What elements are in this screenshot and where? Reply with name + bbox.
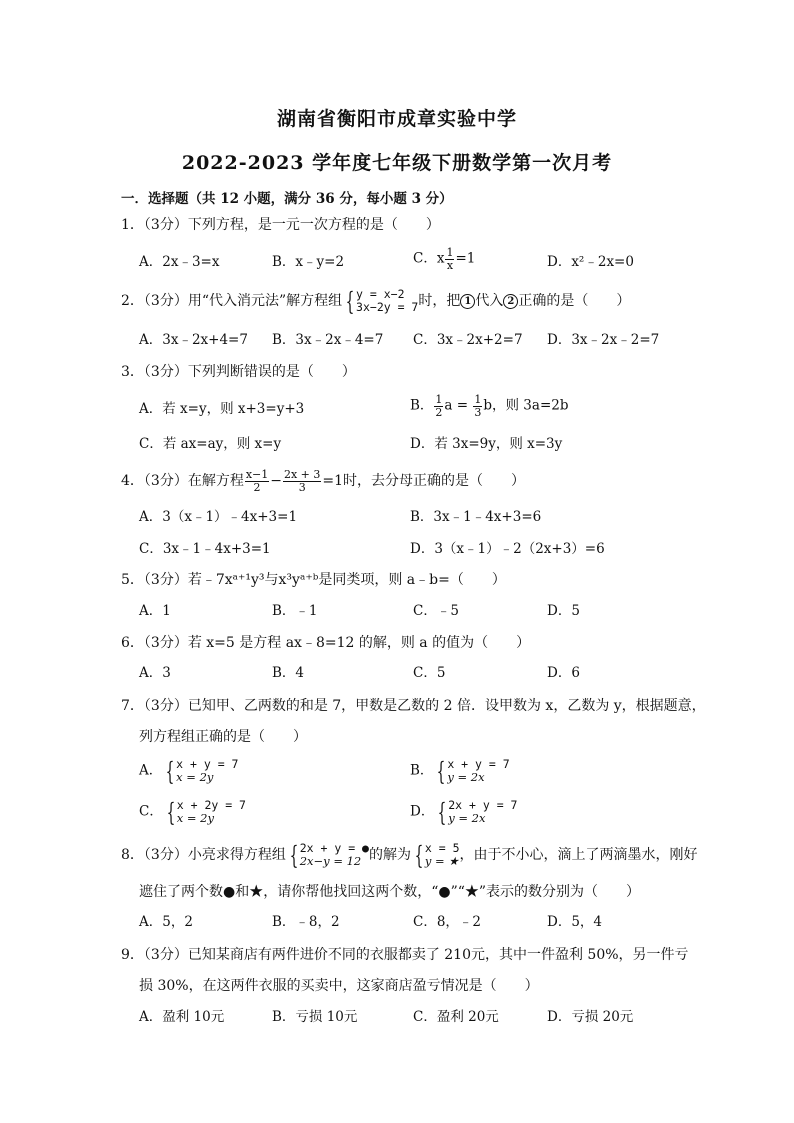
question-8-stem-line1: 8．（3分）小亮求得方程组 { 2x + y = ● 2x−y = 12 的解为 { x = 5 y = ★ ，由于不小心，滴上了两滴墨水，刚好 [121, 840, 698, 870]
option-b: B．x﹣y=2 [272, 254, 345, 270]
option-d: D． { 2x + y = 7 y = 2x [410, 797, 518, 827]
option-d: D．6 [547, 665, 580, 681]
section-heading: 一．选择题（共 12 小题，满分 36 分，每小题 3 分） [121, 191, 453, 207]
question-1-stem: 1．（3分）下列方程，是一元一次方程的是（ ） [121, 217, 440, 233]
option-c: C．若 ax=ay，则 x=y [139, 436, 282, 452]
option-c: C．3x﹣1﹣4x+3=1 [139, 541, 271, 557]
option-d: D．5 [547, 603, 580, 619]
fraction: $\frac{1}{x}$ [446, 246, 454, 272]
question-2-stem: 2．（3分）用“代入消元法”解方程组 { y = x−2 3x−2y = 7 时，把 1 代入 2 正确的是（ ） [121, 286, 631, 316]
option-b: B． { x + y = 7 y = 2x [410, 756, 510, 786]
school-title: 湖南省衡阳市成章实验中学 [276, 108, 517, 130]
option-b: B．4 [272, 665, 305, 681]
option-c: C．﹣5 [413, 603, 459, 619]
question-6-stem: 6．（3分）若 x=5 是方程 ax﹣8=12 的解，则 a 的值为（ ） [121, 635, 531, 651]
question-3-stem: 3．（3分）下列判断错误的是（ ） [121, 364, 356, 380]
option-c: C．x $\frac{1}{x}$ =1 [413, 246, 476, 272]
option-a: A．若 x=y，则 x+3=y+3 [139, 401, 305, 417]
option-d: D．3（x﹣1）﹣2（2x+3）=6 [410, 541, 605, 557]
question-7-stem-line2: 列方程组正确的是（ ） [139, 729, 307, 745]
option-c: C． { x + 2y = 7 x = 2y [139, 797, 246, 827]
option-b: B．﹣1 [272, 603, 318, 619]
question-7-stem-line1: 7．（3分）已知甲、乙两数的和是 7，甲数是乙数的 2 倍．设甲数为 x，乙数为 y，根据题意， [121, 698, 706, 714]
question-5-stem: 5．（3分）若﹣7xᵃ⁺¹y³与x³yᵃ⁺ᵇ是同类项，则 a﹣b=（ ） [121, 572, 506, 588]
option-d: D．若 3x=9y，则 x=3y [410, 436, 563, 452]
option-a: A．3 [139, 665, 171, 681]
option-d: D．3x﹣2x﹣2=7 [547, 332, 660, 348]
option-a: A． { x + y = 7 x = 2y [139, 756, 239, 786]
option-b: B． $\frac{1}{2}$ a = $\frac{1}{3}$ b，则 3a=2b [410, 393, 569, 419]
option-d: D．5，4 [547, 914, 603, 930]
option-b: B．亏损 10元 [272, 1009, 358, 1025]
option-c: C．5 [413, 665, 446, 681]
question-9-stem-line2: 损 30%，在这两件衣服的买卖中，这家商店盈亏情况是（ ） [139, 978, 539, 994]
option-a: A．3x﹣2x+4=7 [139, 332, 248, 348]
equation-system: 2x + y = ● 2x−y = 12 [299, 841, 369, 869]
circled-number-2: 2 [503, 294, 518, 309]
option-a: A．5，2 [139, 914, 193, 930]
equation-system: y = x−2 3x−2y = 7 [356, 287, 419, 315]
option-b: B．3x﹣1﹣4x+3=6 [410, 509, 542, 525]
option-c: C．盈利 20元 [413, 1009, 499, 1025]
option-a: A．盈利 10元 [139, 1009, 225, 1025]
option-b: B．3x﹣2x﹣4=7 [272, 332, 384, 348]
solution-system: x = 5 y = ★ [424, 841, 460, 869]
question-9-stem-line1: 9．（3分）已知某商店有两件进价不同的衣服都卖了 210元，其中一件盈利 50%，另一件亏 [121, 947, 689, 963]
option-b: B．﹣8，2 [272, 914, 340, 930]
option-c: C．8，﹣2 [413, 914, 482, 930]
option-a: A．2x﹣3=x [139, 254, 220, 270]
exam-title: 2022-2023 学年度七年级下册数学第一次月考 [181, 152, 613, 174]
option-a: A．3（x﹣1）﹣4x+3=1 [139, 509, 298, 525]
question-8-stem-line2: 遮住了两个数●和★，请你帮他找回这两个数，“●”“★”表示的数分别为（ ） [139, 884, 641, 900]
question-4-stem: 4．（3分）在解方程 $\frac{x-1}{2}$ − $\frac{2x + 3}{3}$ =1时，去分母正确的是（ ） [121, 468, 526, 494]
option-c: C．3x﹣2x+2=7 [413, 332, 523, 348]
circled-number-1: 1 [460, 294, 475, 309]
option-d: D．x²﹣2x=0 [547, 254, 634, 270]
option-a: A．1 [139, 603, 171, 619]
option-d: D．亏损 20元 [547, 1009, 634, 1025]
